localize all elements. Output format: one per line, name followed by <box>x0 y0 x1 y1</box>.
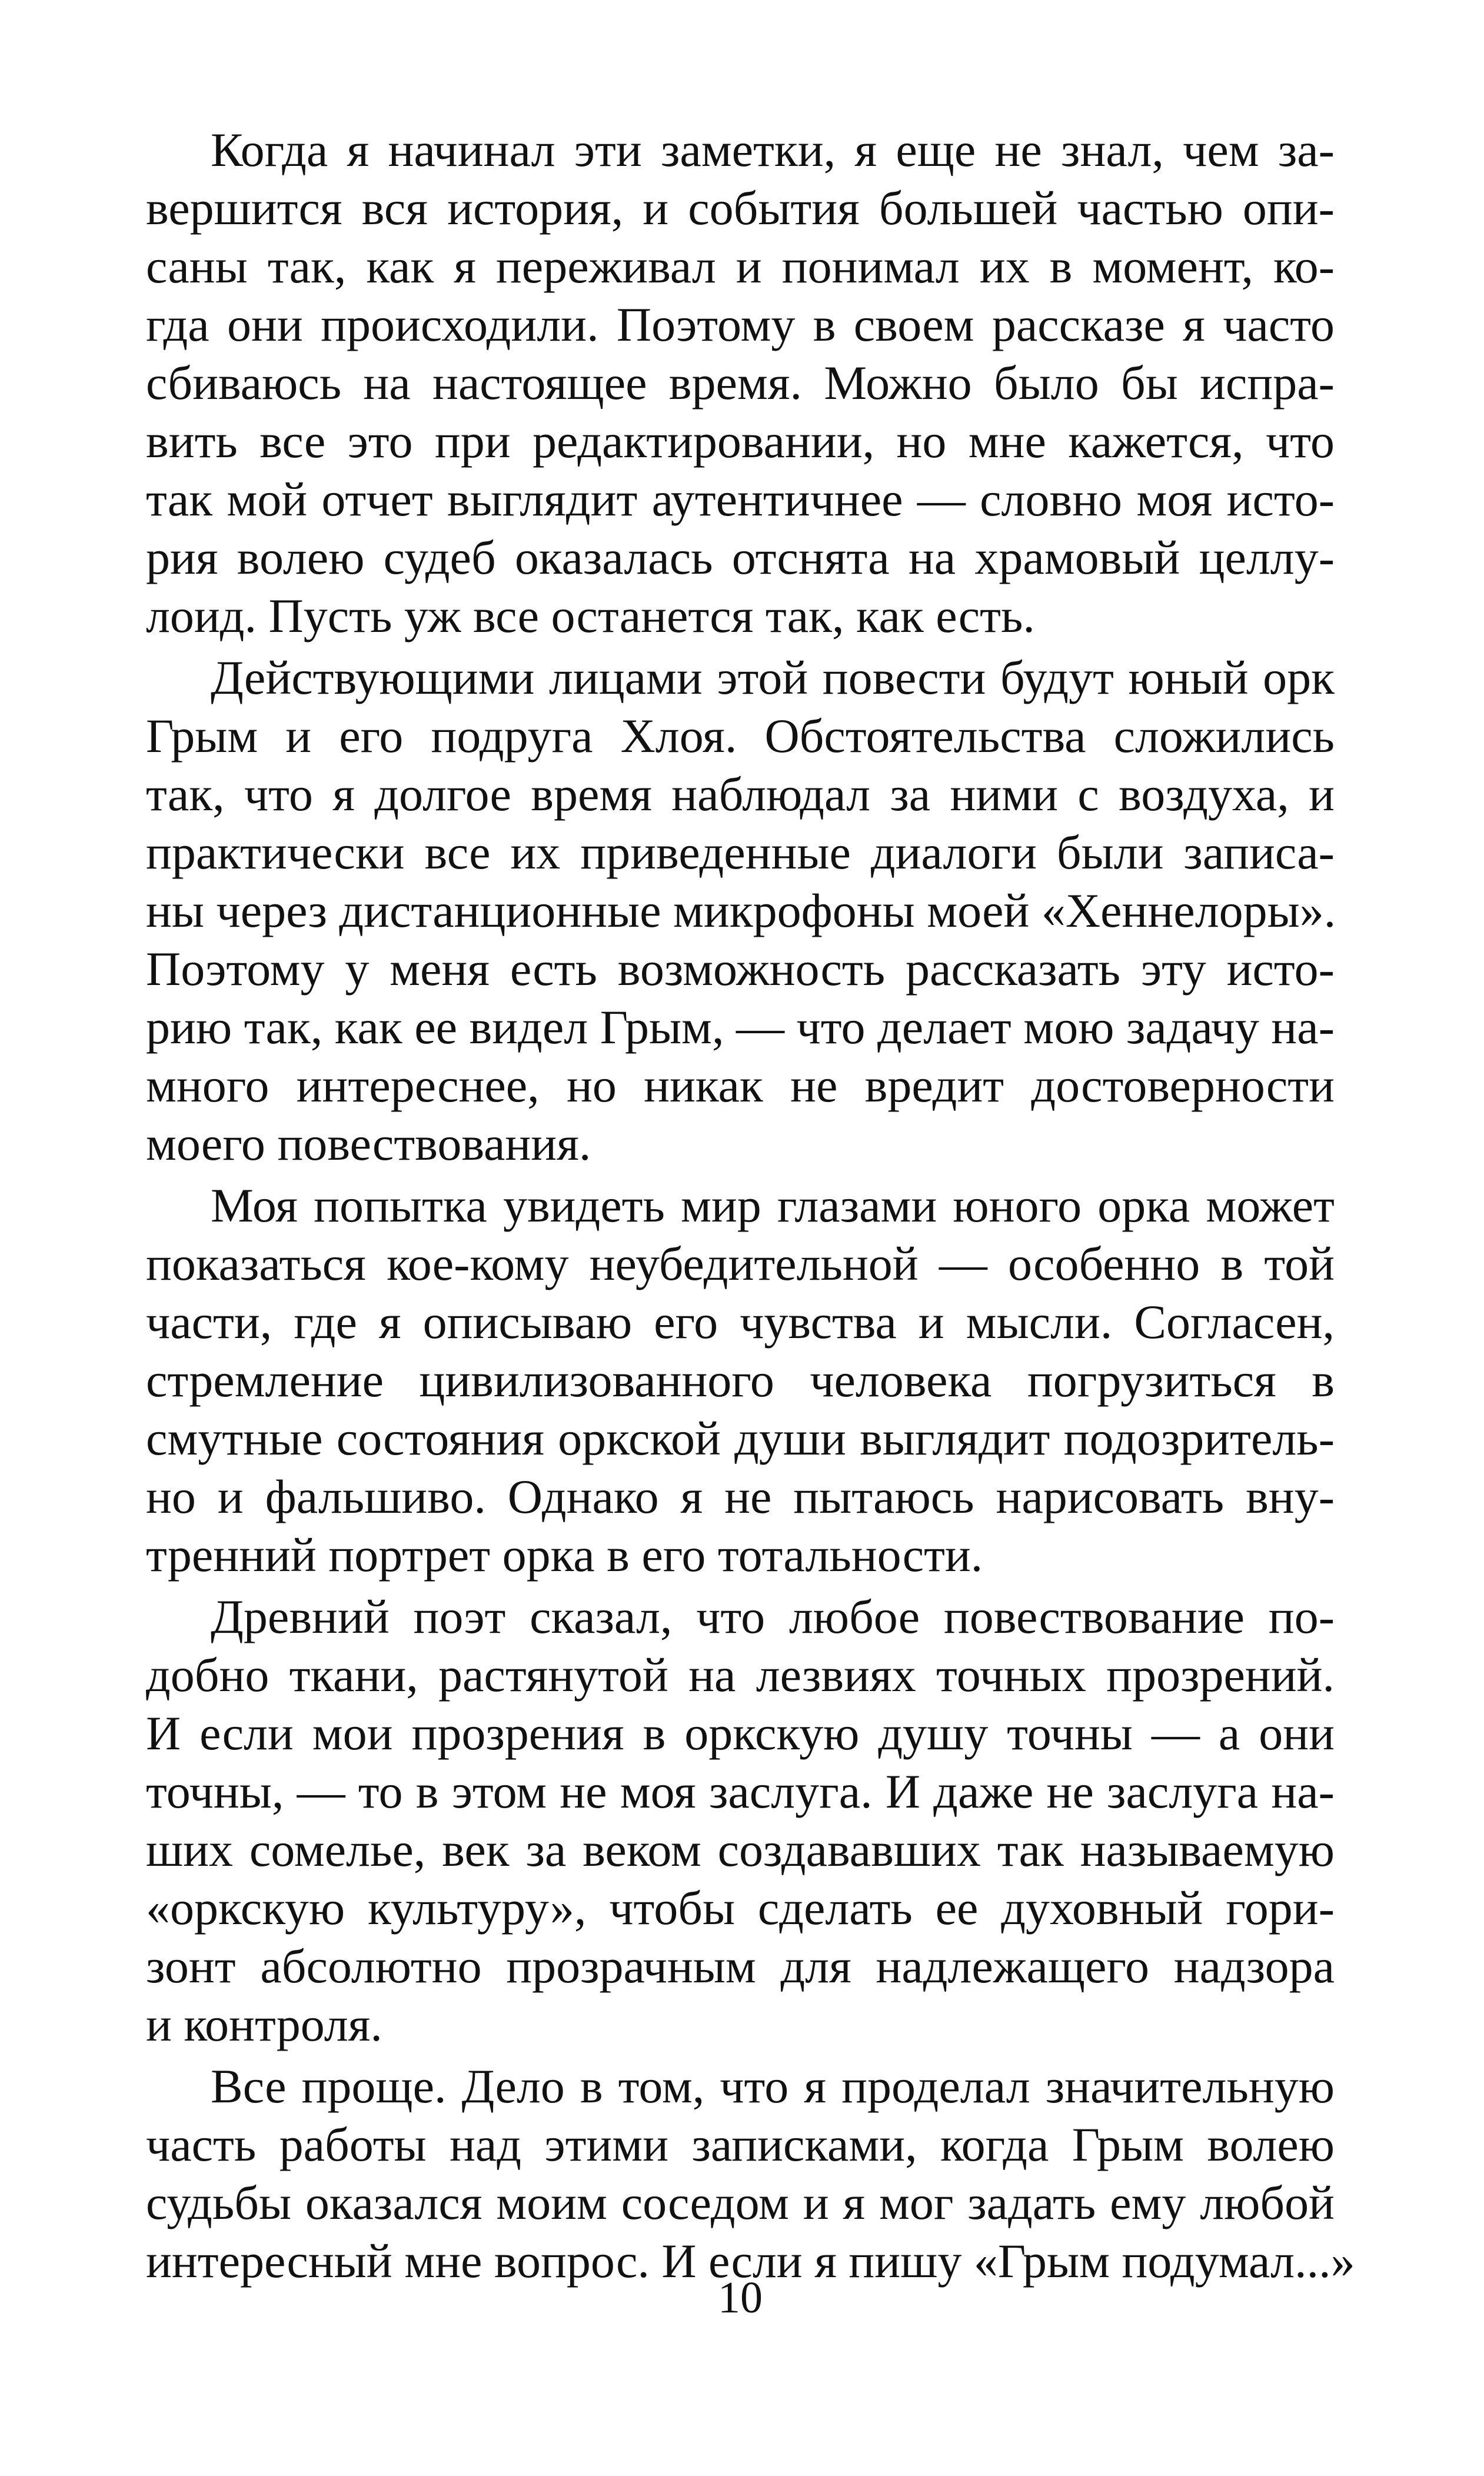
text-line: Когда я начинал эти заметки, я еще не знал, чем за- <box>211 123 1335 177</box>
text-line: рию так, как ее видел Грым, — что делает мою задачу на- <box>146 1000 1335 1054</box>
text-line: ших сомелье, век за веком создававших так называемую <box>146 1823 1335 1876</box>
text-line: саны так, как я переживал и понимал их в момент, ко- <box>146 239 1335 293</box>
paragraph <box>146 648 1335 1173</box>
text-line: точны, — то в этом не моя заслуга. И даже не заслуга на- <box>146 1765 1335 1818</box>
paragraph <box>146 1588 1335 2054</box>
text-line: смутные состояния оркской души выглядит подозритель- <box>146 1412 1335 1465</box>
text-line: тренний портрет орка в его тотальности. <box>146 1528 983 1582</box>
text-line: Древний поэт сказал, что любое повествование по- <box>211 1590 1335 1643</box>
text-line: вершится вся история, и события большей частью опи- <box>146 181 1335 235</box>
paragraph <box>146 2057 1355 2290</box>
text-line: но и фальшиво. Однако я не пытаюсь нарисовать вну- <box>146 1470 1335 1523</box>
text-line: показаться кое-кому неубедительной — особенно в той <box>146 1237 1335 1290</box>
text-line: Все проще. Дело в том, что я проделал значительную <box>211 2059 1335 2113</box>
text-line: сбиваюсь на настоящее время. Можно было бы испра- <box>146 356 1335 410</box>
text-line: много интереснее, но никак не вредит достоверности <box>146 1059 1335 1112</box>
text-line: Поэтому у меня есть возможность рассказать эту исто- <box>146 942 1335 996</box>
text-line: и контроля. <box>146 1998 382 2051</box>
text-line: гда они происходили. Поэтому в своем рассказе я часто <box>146 298 1335 351</box>
text-line: «оркскую культуру», чтобы сделать ее духовный гори- <box>146 1881 1335 1935</box>
text-line: Действующими лицами этой повести будут юный орк <box>211 651 1335 704</box>
text-line: лоид. Пусть уж все останется так, как есть. <box>146 589 1035 643</box>
text-line: зонт абсолютно прозрачным для надлежащего надзора <box>146 1939 1335 1993</box>
text-line: вить все это при редактировании, но мне кажется, что <box>146 414 1335 468</box>
book-page <box>146 121 1355 2404</box>
page-number: 10 <box>718 2273 763 2322</box>
text-line: судьбы оказался моим соседом и я мог задать ему любой <box>146 2176 1335 2229</box>
text-line: Грым и его подруга Хлоя. Обстоятельства сложились <box>146 709 1335 763</box>
text-line: так мой отчет выглядит аутентичнее — словно моя исто- <box>146 472 1335 526</box>
text-line: практически все их приведенные диалоги были записа- <box>146 826 1335 879</box>
text-line: моего повествования. <box>146 1117 591 1170</box>
text-line: добно ткани, растянутой на лезвиях точных прозрений. <box>146 1648 1335 1702</box>
text-line: стремление цивилизованного человека погрузиться в <box>146 1353 1335 1407</box>
body-text <box>146 121 1355 2290</box>
text-line: интересный мне вопрос. И если я пишу «Грым подумал...» <box>146 2234 1355 2288</box>
text-line: части, где я описываю его чувства и мысли. Согласен, <box>146 1295 1335 1349</box>
text-line: Моя попытка увидеть мир глазами юного орка может <box>211 1179 1335 1232</box>
text-line: И если мои прозрения в оркскую душу точны — а они <box>146 1706 1335 1760</box>
text-line: так, что я долгое время наблюдал за ними с воздуха, и <box>146 767 1335 821</box>
paragraph <box>146 121 1335 645</box>
text-line: рия волею судеб оказалась отснята на храмовый целлу- <box>146 531 1335 584</box>
text-line: ны через дистанционные микрофоны моей «Хеннелоры». <box>146 884 1336 937</box>
text-line: часть работы над этими записками, когда Грым волею <box>146 2118 1335 2171</box>
paragraph <box>146 1176 1335 1584</box>
